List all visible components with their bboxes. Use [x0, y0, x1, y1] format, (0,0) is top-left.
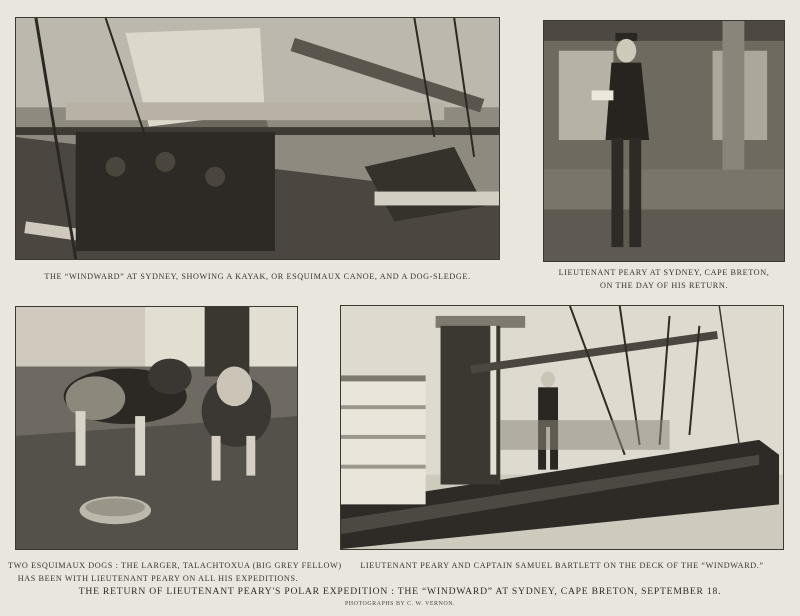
photo-windward-kayak-image — [16, 18, 499, 259]
caption-esquimaux-dogs — [8, 559, 342, 585]
photo-peary-sydney — [543, 20, 785, 262]
photo-peary-bartlett-image — [341, 306, 783, 549]
caption-peary-sydney — [543, 266, 785, 292]
caption-windward-kayak: THE “WINDWARD” AT SYDNEY, SHOWING A KAYAK, OR ESQUIMAUX CANOE, AND A DOG-SLEDGE. — [44, 272, 471, 281]
photo-esquimaux-dogs — [15, 306, 298, 550]
photo-esquimaux-dogs-image — [16, 307, 297, 549]
caption-peary-sydney-line2: ON THE DAY OF HIS RETURN. — [600, 281, 728, 290]
photo-peary-bartlett — [340, 305, 784, 550]
photo-credit: PHOTOGRAPHS BY C. W. VERNON. — [344, 601, 456, 607]
caption-esquimaux-dogs-line2: HAS BEEN WITH LIEUTENANT PEARY ON ALL HIS EXPEDITIONS. — [17, 574, 299, 583]
caption-peary-sydney-line1: LIEUTENANT PEARY AT SYDNEY, CAPE BRETON, — [558, 268, 770, 277]
caption-peary-bartlett: LIEUTENANT PEARY AND CAPTAIN SAMUEL BARTLETT ON THE DECK OF THE “WINDWARD.” — [360, 561, 764, 570]
photo-windward-kayak — [15, 17, 500, 260]
photo-peary-sydney-image — [544, 21, 784, 261]
page-title: THE RETURN OF LIEUTENANT PEARY'S POLAR EXPEDITION : THE “WINDWARD” AT SYDNEY, CAPE BRETON, SEPTEMBER 18. — [78, 586, 722, 597]
caption-esquimaux-dogs-line1: TWO ESQUIMAUX DOGS : THE LARGER, TALACHTOXUA (BIG GREY FELLOW) — [8, 561, 342, 570]
